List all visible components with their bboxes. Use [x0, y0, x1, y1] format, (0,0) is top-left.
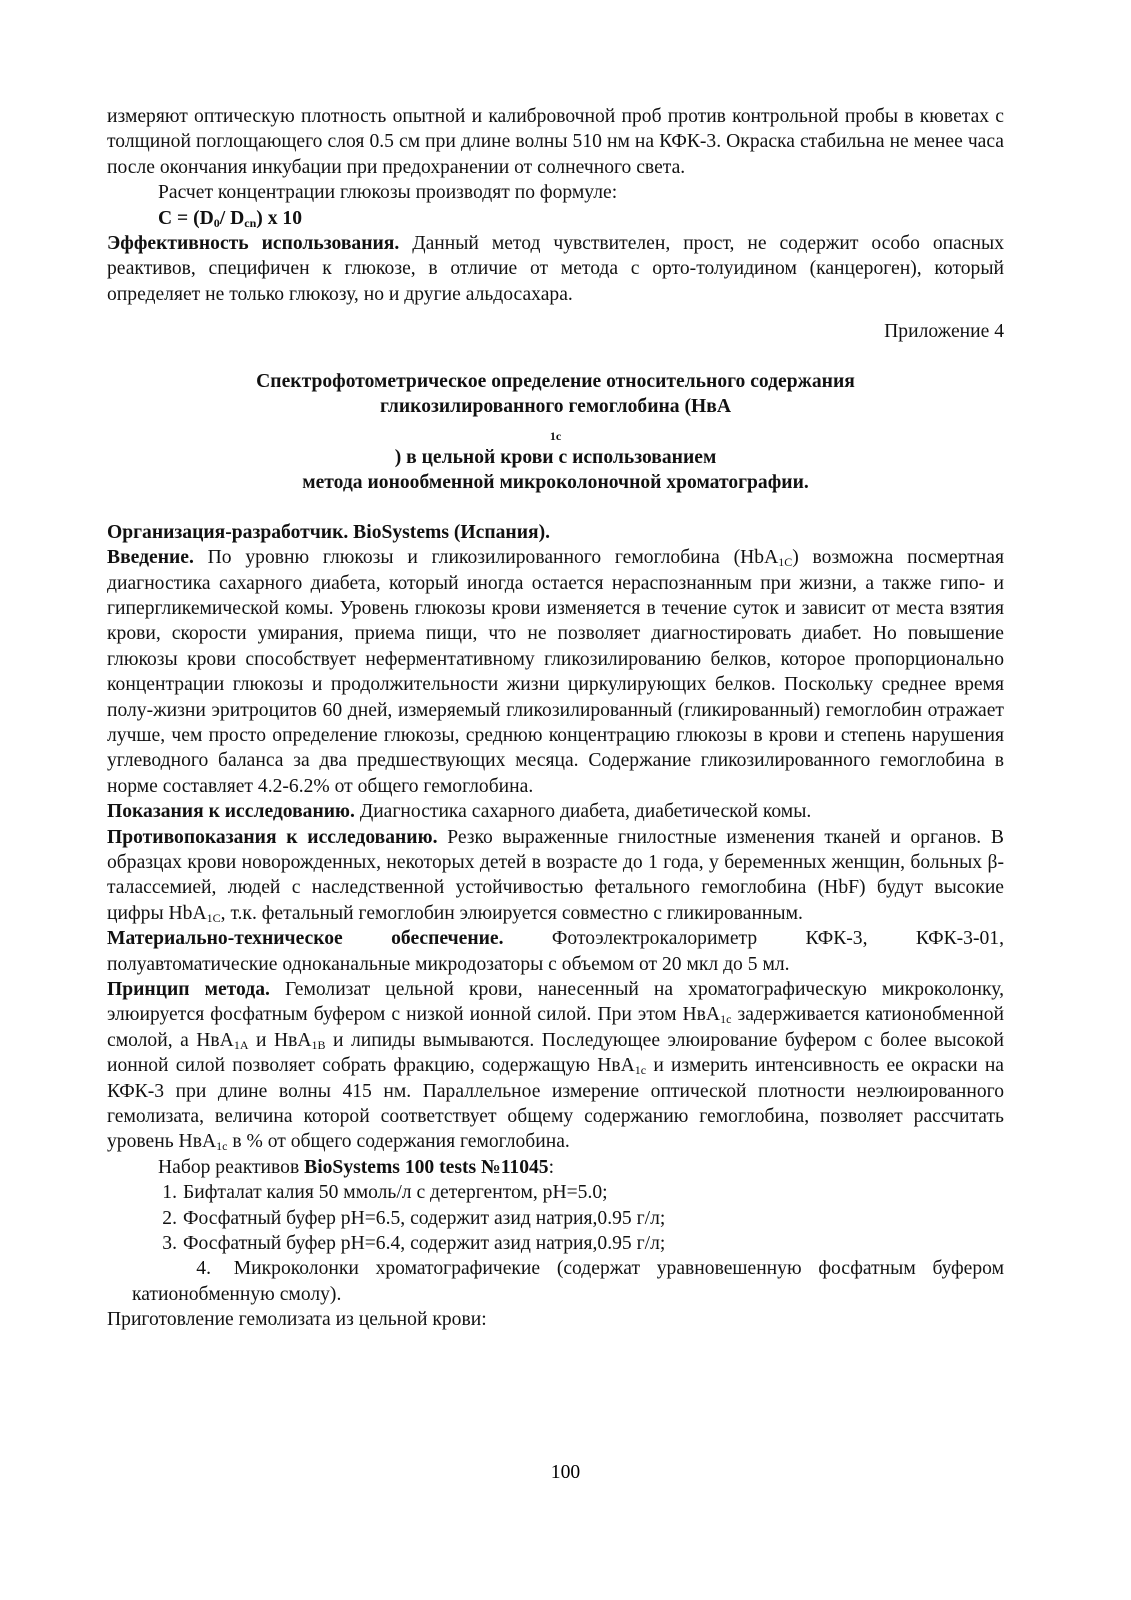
paragraph-indications: Показания к исследованию. Диагностика сахарного диабета, диабетической комы.: [107, 801, 812, 823]
efficiency-label: Эффективность использования.: [107, 233, 400, 255]
list-item: 1. Бифталат калия 50 ммоль/л с детергентом, pH=5.0;: [162, 1182, 608, 1204]
paragraph-introduction: Введение. По уровню глюкозы и гликозилированного гемоглобина (HbA$_{1C}$) возможна посмертная диагностика сахарного диабета, который иногда остается нераспознанным при жизни, а также гипо- и гипергликемической комы. Уровень глюкозы крови изменяется в течение суток и зависит от места взятия крови, скорости умирания, приема пищи, что не позволяет диагностировать диабет. Но повышение глюкозы крови способствует неферментативному гликозилированию белков, которое пропорционально концентрации глюкозы и продолжительности жизни циркулирующих белков. Поскольку среднее время полу-жизни эритроцитов 60 дней, измеряемый гликозилированный (гликированный) гемоглобин отражает лучше, чем просто определение глюкозы, среднюю концентрацию глюкозы в крови и степень нарушения углеводного баланса за два предшествующих месяца. Содержание гликозилированного гемоглобина в норме составляет 4.2-6.2% от общего гемоглобина.: [107, 547, 1004, 797]
list-item: 4. Микроколонки хроматографичекие (содержат уравновешенную фосфатным буфером катионобменную смолу).: [132, 1258, 1004, 1305]
document-page: [107, 104, 1004, 1333]
paragraph-measurement: измеряют оптическую плотность опытной и калибровочной проб против контрольной пробы в кюветах с толщиной поглощающего слоя 0.5 см при длине волны 510 нм на КФК-3. Окраска стабильна не менее часа после окончания инкубации при предохранении от солнечного света.: [107, 106, 1004, 178]
appendix-label: Приложение 4: [884, 321, 1004, 343]
formula: $C = (D_0/$ $D_{cn}$) x 10: [158, 207, 303, 230]
paragraph-preparation: Приготовление гемолизата из цельной крови:: [107, 1309, 487, 1331]
paragraph-material: Материально-техническое обеспечение. Фотоэлектрокалориметр КФК-3, КФК-3-01, полуавтоматические одноканальные микродозаторы с объемом от 20 мкл до 5 мл.: [107, 928, 1004, 975]
paragraph-contraindications: Противопоказания к исследованию. Резко выраженные гнилостные изменения тканей и органов. В образцах крови новорожденных, некоторых детей в возрасте до 1 года, у беременных женщин, больных β-талассемией, людей с наследственной устойчивостью фетального гемоглобина (HbF) будут высокие цифры HbA$_{1C}$, т.к. фетальный гемоглобин элюируется совместно с гликированным.: [107, 826, 1004, 925]
reagent-list: [107, 1180, 1004, 1307]
section-title: Спектрофотометрическое определение относительного содержания гликозилированного гемоглобина (НвА $_{1c}$ ) в цельной крови с использованием метода ионообменной микроколоночной хроматографии.: [256, 370, 855, 494]
paragraph-kit: Набор реактивов BioSystems 100 tests №11045:: [158, 1156, 555, 1178]
list-item: 3. Фосфатный буфер pH=6.4, содержит азид натрия,0.95 г/л;: [162, 1233, 666, 1255]
list-item: 2. Фосфатный буфер pH=6.5, содержит азид натрия,0.95 г/л;: [162, 1207, 666, 1229]
organization: Организация-разработчик. BioSystems (Испания).: [107, 521, 551, 543]
paragraph-efficiency: Эффективность использования. Данный метод чувствителен, прост, не содержит особо опасных реактивов, специфичен к глюкозе, в отличие от метода с орто-толуидином (канцероген), который определяет не только глюкозу, но и другие альдосахара.: [107, 233, 1004, 305]
paragraph-formula-intro: Расчет концентрации глюкозы производят по формуле:: [158, 182, 618, 204]
page-number: 100: [550, 1462, 581, 1483]
paragraph-principle: Принцип метода. Гемолизат цельной крови, нанесенный на хроматографическую микроколонку, элюируется фосфатным буфером с низкой ионной силой. При этом НвА$_{1c}$ задерживается катионобменной смолой, а НвА$_{1A}$ и НвА$_{1B}$ и липиды вымываются. Последующее элюирование буфером с более высокой ионной силой позволяет собрать фракцию, содержащую НвА$_{1c}$ и измерить интенсивность ее окраски на КФК-3 при длине волны 415 нм. Параллельное измерение оптической плотности неэлюированного гемолизата, величина которой соответствует общему содержанию гемоглобина, позволяет рассчитать уровень НвА$_{1c}$ в % от общего содержания гемоглобина.: [107, 979, 1004, 1154]
